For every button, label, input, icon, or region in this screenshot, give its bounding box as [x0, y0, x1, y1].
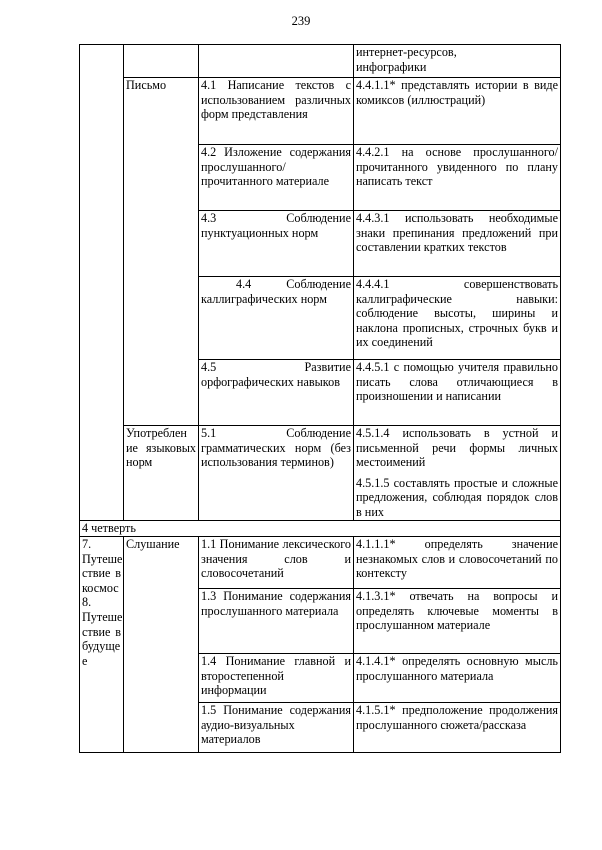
result-cell: 4.1.5.1* предположение продолжения прослушанного сюжета/рассказа [354, 703, 561, 753]
goal-cell: 5.1 Соблюдение грамматических норм (без использования терминов) [199, 426, 354, 521]
result-cell: 4.1.1.1* определять значение незнакомых слов и словосочетаний по контексту [354, 537, 561, 589]
table-row [80, 426, 561, 476]
result-cell: 4.4.3.1 использовать необходимые знаки препинания предложений при составлении кратких текстов [354, 211, 561, 277]
result-cell: интернет-ресурсов, инфографики [354, 45, 561, 78]
theme-text: 7. Путеше ствие в космос 8. Путеше ствие в будуще е [82, 537, 123, 668]
goal-cell: 4.2 Изложение содержания прослушанного/прочитанного материале [199, 145, 354, 211]
result-cell: 4.4.4.1 совершенствовать каллиграфические навыки: соблюдение высоты, ширины и наклона прописных, строчных букв и их соединений [354, 277, 561, 360]
result-text: 4.5.1.5 составлять простые и сложные предложения, соблюдая порядок слов в них [356, 475, 558, 519]
goal-cell-prev [199, 45, 354, 78]
goal-cell: 1.5 Понимание содержания аудио-визуальных материалов [199, 703, 354, 753]
goal-cell: 4.3 Соблюдение пунктуационных норм [199, 211, 354, 277]
result-cell: 4.1.4.1* определять основную мысль прослушанного материала [354, 654, 561, 703]
result-cell [354, 476, 561, 521]
goal-cell: 4.4 Соблюдение каллиграфических норм [199, 277, 354, 360]
theme-cell [80, 537, 124, 753]
quarter-label: 4 четверть [80, 521, 561, 537]
table-row [80, 78, 561, 145]
result-cell: 4.4.2.1 на основе прослушанного/ прочитанного увиденного по плану написать текст [354, 145, 561, 211]
quarter-row [80, 521, 561, 537]
result-cell: 4.4.5.1 с помощью учителя правильно писать слова отличающиеся в произношении и написании [354, 360, 561, 426]
curriculum-table [79, 44, 561, 753]
goal-cell: 1.3 Понимание содержания прослушанного материала [199, 589, 354, 654]
theme-cell-prev [80, 45, 124, 521]
skill-cell-prev [124, 45, 199, 78]
goal-cell: 1.4 Понимание главной и второстепенной информации [199, 654, 354, 703]
goal-cell: 4.1 Написание текстов с использованием различных форм представления [199, 78, 354, 145]
goal-cell: 1.1 Понимание лексического значения слов и словосочетаний [199, 537, 354, 589]
skill-cell-usage: Употреблен ие языковых норм [124, 426, 199, 521]
goal-cell: 4.5 Развитие орфографических навыков [199, 360, 354, 426]
result-cell: 4.5.1.4 использовать в устной и письменной речи формы личных местоимений [354, 426, 561, 476]
table-row [80, 45, 561, 78]
table-row [80, 537, 561, 589]
skill-cell-writing: Письмо [124, 78, 199, 426]
page-number: 239 [291, 14, 311, 28]
result-cell: 4.4.1.1* представлять истории в виде комиксов (иллюстраций) [354, 78, 561, 145]
result-cell: 4.1.3.1* отвечать на вопросы и определять ключевые моменты в прослушанном материале [354, 589, 561, 654]
skill-cell-listening: Слушание [124, 537, 199, 753]
